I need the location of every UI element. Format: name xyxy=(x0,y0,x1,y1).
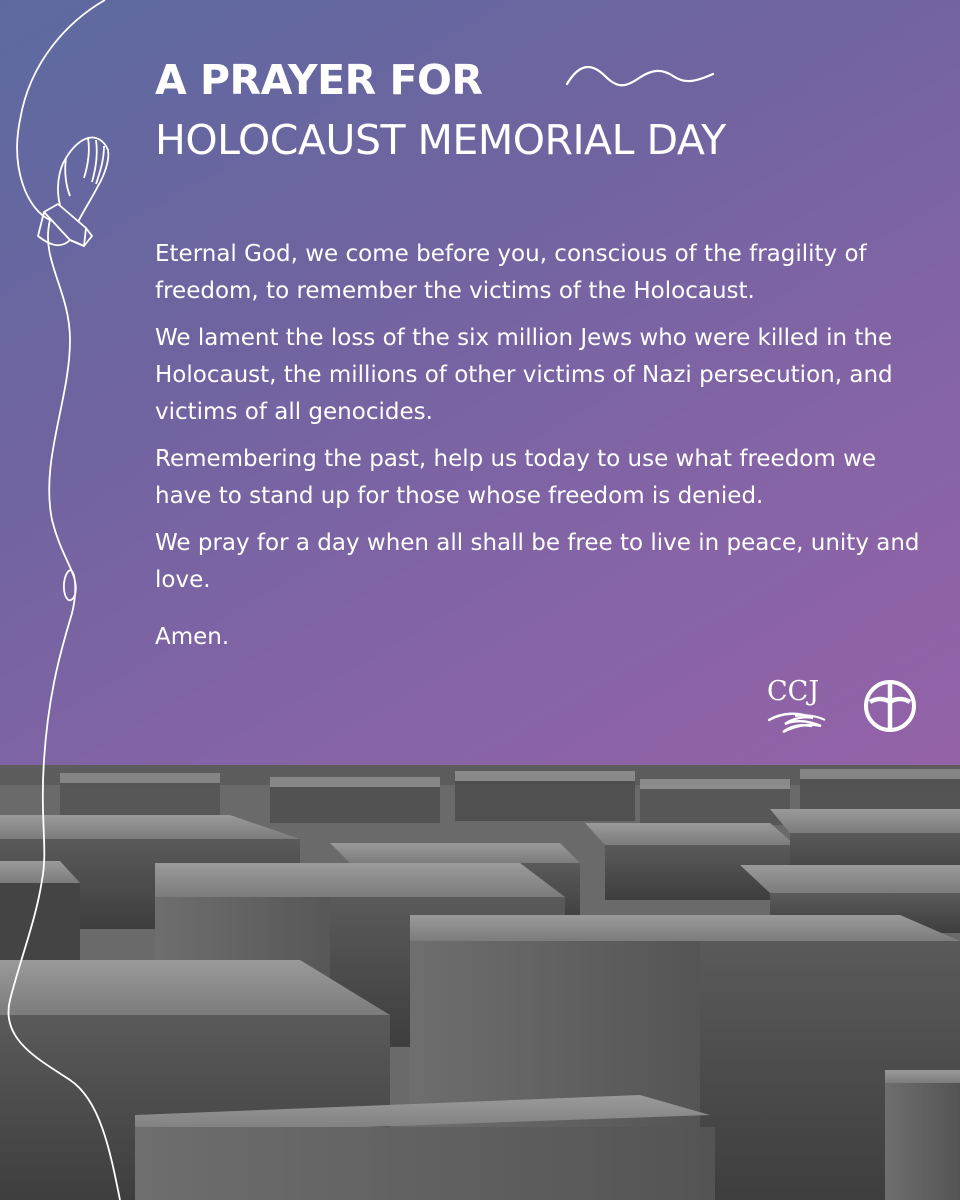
prayer-paragraph: We lament the loss of the six million Jews who were killed in the Holocaust, the millions of other victims of Nazi persecution, and victims of all genocides. xyxy=(155,325,893,425)
memorial-blocks-photo xyxy=(0,765,960,1200)
title-line-1: A PRAYER FOR xyxy=(155,56,483,104)
squiggle-decoration-icon xyxy=(565,58,725,92)
prayer-paragraph: We pray for a day when all shall be free to live in peace, unity and love. xyxy=(155,530,920,593)
prayer-text xyxy=(155,236,935,666)
concrete-blocks-image xyxy=(0,765,960,1200)
ccj-logo-text: CCJ xyxy=(767,676,820,707)
title-line-2: HOLOCAUST MEMORIAL DAY xyxy=(155,116,726,164)
ccj-wave-icon xyxy=(765,710,835,734)
praying-hands-icon xyxy=(0,0,140,1200)
prayer-paragraph: Remembering the past, help us today to use what freedom we have to stand up for those whose freedom is denied. xyxy=(155,446,877,509)
ccj-logo xyxy=(765,676,835,736)
prayer-closing: Amen. xyxy=(155,624,230,650)
church-of-england-cross-icon xyxy=(862,678,920,734)
prayer-paragraph: Eternal God, we come before you, conscious of the fragility of freedom, to remember the victims of the Holocaust. xyxy=(155,241,867,304)
